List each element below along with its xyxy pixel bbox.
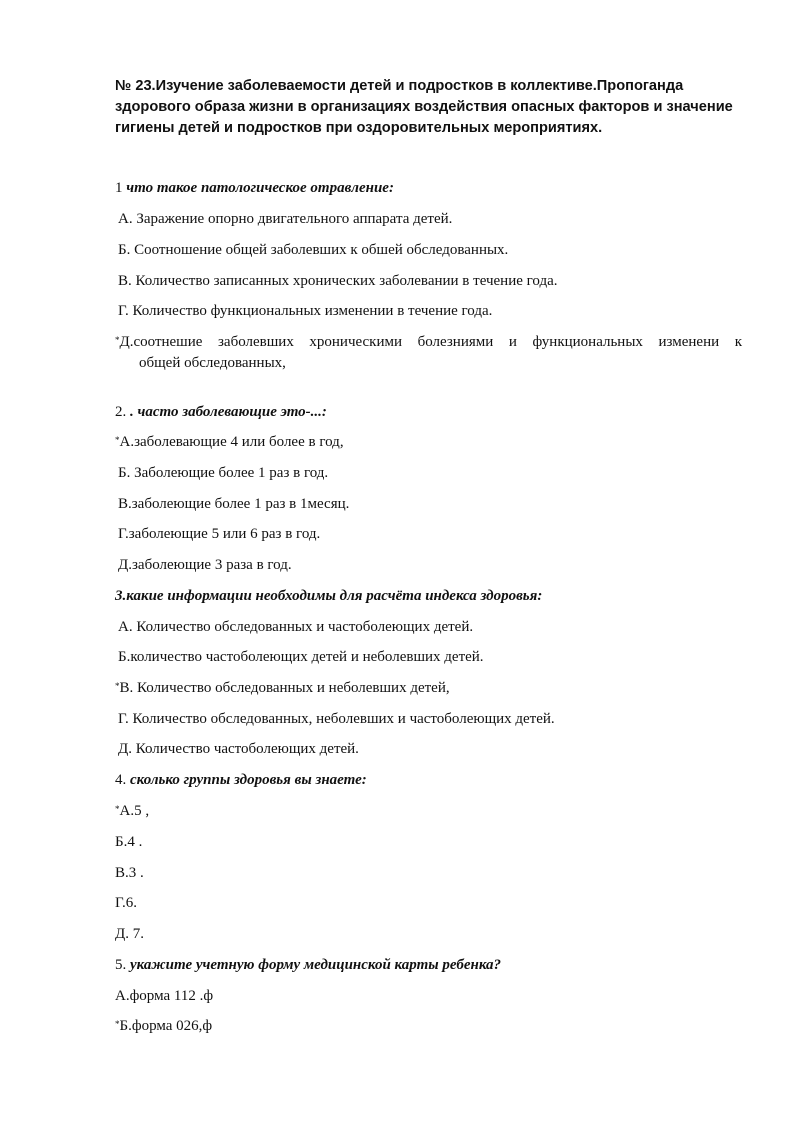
title-line-1: № 23.Изучение заболеваемости детей и подростков в коллективе.Пропоганда <box>115 78 684 94</box>
question-3-text: 3.какие информации необходимы для расчёта индекса здоровья: <box>115 588 543 604</box>
question-4-number: 4. <box>115 772 127 788</box>
question-5 <box>115 956 501 974</box>
question-2-text: . часто заболевающие это-...: <box>130 404 327 420</box>
title-line-2: здорового образа жизни в организациях воздействия опасных факторов и значение <box>115 99 733 115</box>
q5-option-a: А.форма 112 .ф <box>115 988 214 1004</box>
question-1 <box>115 179 394 197</box>
correct-answer-marker: * <box>115 804 120 814</box>
q2-option-a <box>115 433 344 451</box>
correct-answer-marker: * <box>115 435 120 445</box>
q3-option-c-text: В. Количество обследованных и неболевших детей, <box>119 680 450 696</box>
q4-option-d: Г.6. <box>115 895 137 911</box>
correct-answer-marker: * <box>115 1019 120 1029</box>
q1-option-d: Г. Количество функциональных изменении в течение года. <box>118 303 493 319</box>
q1-option-b: Б. Соотношение общей заболевших к обшей обследованных. <box>118 242 509 258</box>
q4-option-a <box>115 802 149 820</box>
question-1-number: 1 <box>115 180 123 196</box>
q4-option-a-text: А.5 , <box>119 803 150 819</box>
correct-answer-marker: * <box>115 335 120 345</box>
q1-option-e-continuation: общей обследованных, <box>139 355 286 371</box>
q3-option-b: Б.количество частоболеющих детей и неболевших детей. <box>118 649 484 665</box>
question-5-text: укажите учетную форму медицинской карты ребенка? <box>130 957 502 973</box>
q4-option-c: В.3 . <box>115 865 144 881</box>
q1-option-e <box>115 333 742 351</box>
question-2 <box>115 403 327 421</box>
q3-option-a: А. Количество обследованных и частоболеющих детей. <box>118 619 474 635</box>
q5-option-b-text: Б.форма 026,ф <box>119 1018 213 1034</box>
q2-option-b: Б. Заболеющие более 1 раз в год. <box>118 465 329 481</box>
q3-option-d: Г. Количество обследованных, неболевших и частоболеющих детей. <box>118 711 555 727</box>
q2-option-e: Д.заболеющие 3 раза в год. <box>118 557 292 573</box>
q3-option-c <box>115 679 450 697</box>
q1-option-c: В. Количество записанных хронических заболевании в течение года. <box>118 273 558 289</box>
q4-option-e: Д. 7. <box>115 926 144 942</box>
question-5-number: 5. <box>115 957 127 973</box>
q2-option-c: В.заболеющие более 1 раз в 1месяц. <box>118 496 350 512</box>
question-4-text: сколько группы здоровья вы знаете: <box>130 772 367 788</box>
q4-option-b: Б.4 . <box>115 834 143 850</box>
q1-option-e-text: Д.соотнешие заболевших хроническими болезниями и функциональных изменени к <box>119 334 742 350</box>
q2-option-a-text: А.заболевающие 4 или более в год, <box>119 434 344 450</box>
question-2-number: 2. <box>115 404 127 420</box>
question-4 <box>115 771 367 789</box>
title-line-3: гигиены детей и подростков при оздоровительных мероприятиях. <box>115 120 603 136</box>
question-1-text: что такое патологическое отравление: <box>126 180 394 196</box>
q2-option-d: Г.заболеющие 5 или 6 раз в год. <box>118 526 321 542</box>
correct-answer-marker: * <box>115 681 120 691</box>
q3-option-e: Д. Количество частоболеющих детей. <box>118 741 359 757</box>
q1-option-a: А. Заражение опорно двигательного аппарата детей. <box>118 211 453 227</box>
q5-option-b <box>115 1017 212 1035</box>
